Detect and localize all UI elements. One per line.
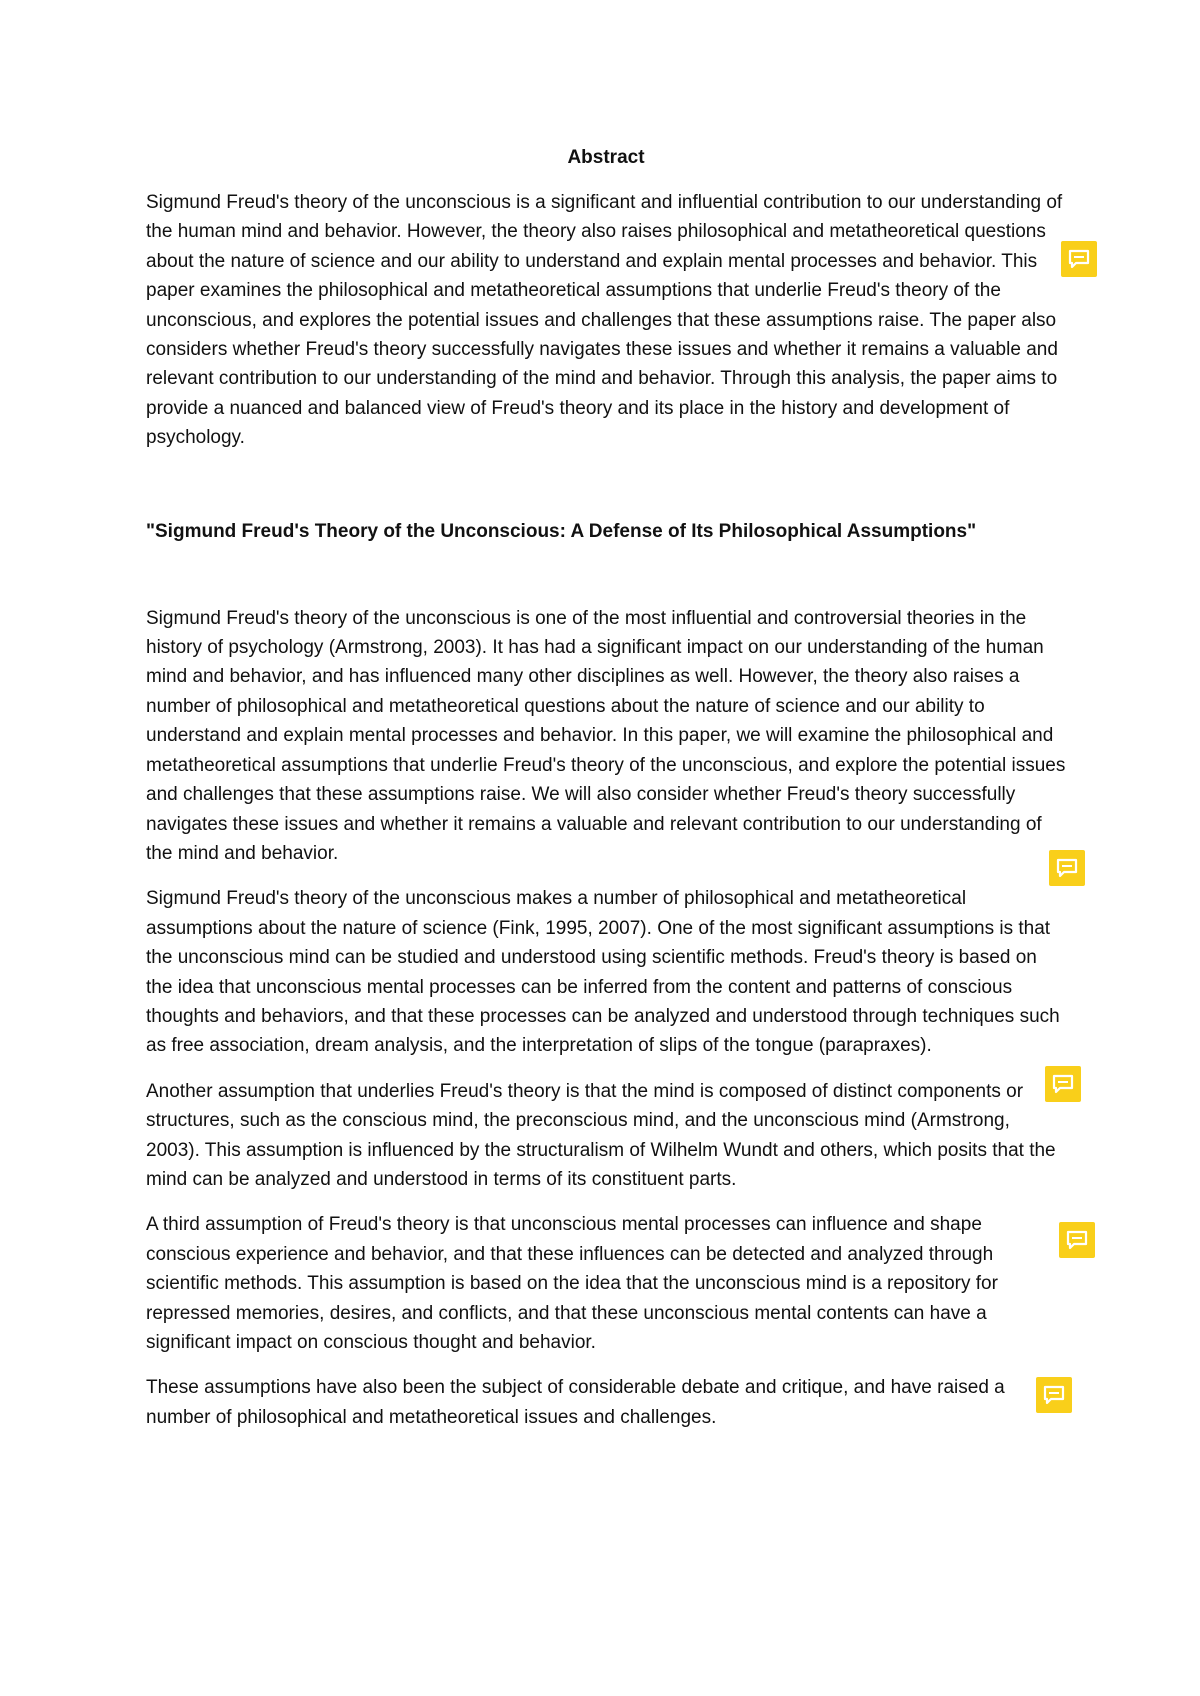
body-paragraph-3: Another assumption that underlies Freud's theory is that the mind is composed of distinct components or structures, such as the conscious mind, the preconscious mind, and the unconscious mind (Armstrong, 2003). This assumption is influenced by the structuralism of Wilhelm Wundt and others, which posits that the mind can be analyzed and understood in terms of its constituent parts. bbox=[146, 1080, 1056, 1190]
body-paragraph-5: These assumptions have also been the subject of considerable debate and critique, and have raised a number of philosophical and metatheoretical issues and challenges. bbox=[146, 1377, 1005, 1428]
comment-marker-3[interactable] bbox=[1045, 1066, 1081, 1102]
document-content bbox=[146, 146, 1066, 1448]
paper-title: "Sigmund Freud's Theory of the Unconscious: A Defense of Its Philosophical Assumptions" bbox=[146, 520, 977, 542]
comment-icon bbox=[1068, 249, 1090, 269]
comment-icon bbox=[1056, 858, 1078, 878]
abstract-heading: Abstract bbox=[567, 147, 645, 168]
body-paragraph-4: A third assumption of Freud's theory is that unconscious mental processes can influence and shape conscious experience and behavior, and that these influences can be detected and analyzed through scientific methods. This assumption is based on the idea that the unconscious mind is a repository for repressed memories, desires, and conflicts, and that these unconscious mental contents can have a significant impact on conscious thought and behavior. bbox=[146, 1214, 998, 1353]
comment-icon bbox=[1066, 1230, 1088, 1250]
comment-marker-4[interactable] bbox=[1059, 1222, 1095, 1258]
body-paragraph-2: Sigmund Freud's theory of the unconscious makes a number of philosophical and metatheoretical assumptions about the nature of science (Fink, 1995, 2007). One of the most significant assumptions is that the unconscious mind can be studied and understood using scientific methods. Freud's theory is based on the idea that unconscious mental processes can be inferred from the content and patterns of conscious thoughts and behaviors, and that these processes can be analyzed and understood through techniques such as free association, dream analysis, and the interpretation of slips of the tongue (parapraxes). bbox=[146, 888, 1060, 1057]
body-paragraph-1: Sigmund Freud's theory of the unconscious is one of the most influential and controversial theories in the history of psychology (Armstrong, 2003). It has had a significant impact on our understanding of the human mind and behavior, and has influenced many other disciplines as well. However, the theory also raises a number of philosophical and metatheoretical questions about the nature of science and our ability to understand and explain mental processes and behavior. In this paper, we will examine the philosophical and metatheoretical assumptions that underlie Freud's theory of the unconscious, and explore the potential issues and challenges that these assumptions raise. We will also consider whether Freud's theory successfully navigates these issues and whether it remains a valuable and relevant contribution to our understanding of the mind and behavior. bbox=[146, 607, 1066, 864]
comment-icon bbox=[1052, 1074, 1074, 1094]
abstract-paragraph: Sigmund Freud's theory of the unconscious is a significant and influential contribution to our understanding of the human mind and behavior. However, the theory also raises philosophical and metatheoretical questions about the nature of science and our ability to understand and explain mental processes and behavior. This paper examines the philosophical and metatheoretical assumptions that underlie Freud's theory of the unconscious, and explores the potential issues and challenges that these assumptions raise. The paper also considers whether Freud's theory successfully navigates these issues and whether it remains a valuable and relevant contribution to our understanding of the mind and behavior. Through this analysis, the paper aims to provide a nuanced and balanced view of Freud's theory and its place in the history and development of psychology. bbox=[146, 192, 1063, 449]
comment-marker-1[interactable] bbox=[1061, 241, 1097, 277]
comment-icon bbox=[1043, 1385, 1065, 1405]
comment-marker-5[interactable] bbox=[1036, 1377, 1072, 1413]
comment-marker-2[interactable] bbox=[1049, 850, 1085, 886]
